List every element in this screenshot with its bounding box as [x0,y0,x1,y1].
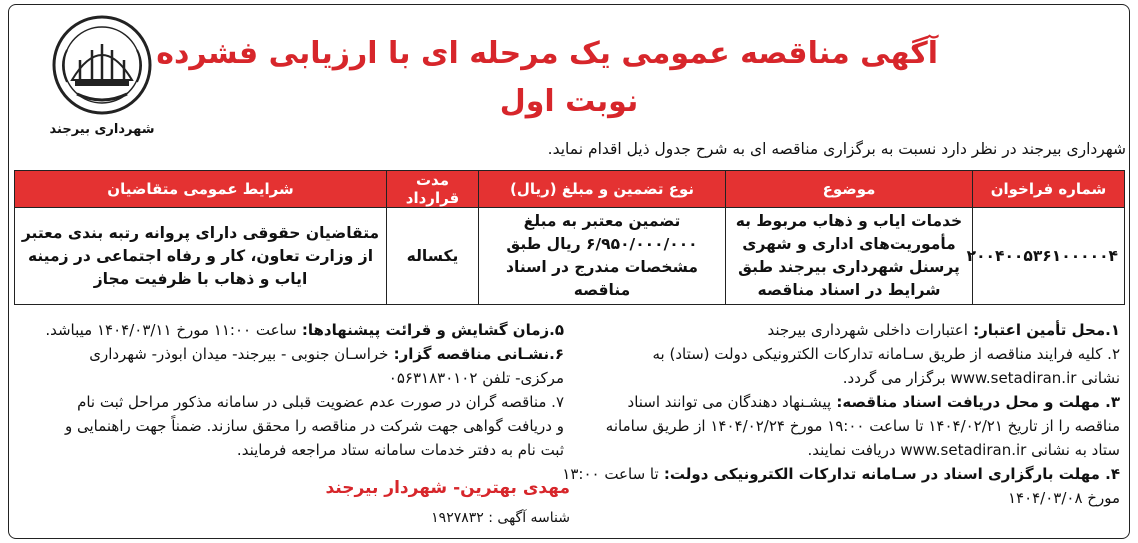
term-3-line-3: ستاد به نشانی www.setadiran.ir دریافت نمایند. [807,441,1120,459]
term-6-label: ۶.نشـانی مناقصه گزار: [388,345,564,363]
term-7-line-1: ۷. مناقصه گران در صورت عدم عضویت قبلی در سامانه مذکور مراحل ثبت نام [77,393,564,411]
term-4-line-2: مورخ ۱۴۰۴/۰۳/۰۸ [1007,489,1120,507]
terms-right-column [562,318,1120,510]
term-4 [562,462,1120,486]
term-1-label: ۱.محل تأمین اعتبار: [967,321,1120,339]
cell-conditions: متقاضیان حقوقی دارای پروانه رتبه بندی معتبر از وزارت تعاون، کار و رفاه اجتماعی در زمینه ایاب و ذهاب با ظرفیت مجاز [15,208,387,305]
ad-subtitle: نوبت اول [499,84,639,119]
municipality-logo [22,10,182,160]
cell-call-number: ۲۰۰۴۰۰۵۳۶۱۰۰۰۰۰۴ [973,208,1125,305]
intro-text: شهرداری بیرجند در نظر دارد نسبت به برگزاری مناقصه ای به شرح جدول ذیل اقدام نماید. [547,140,1126,158]
table-header-row [15,171,1125,208]
signature: مهدی بهترین- شهردار بیرجند [325,478,570,498]
term-4-line-1: تا ساعت ۱۳:۰۰ [562,465,659,483]
cell-guarantee: تضمین معتبر به مبلغ ۶/۹۵۰/۰۰۰/۰۰۰ ریال طبق مشخصات مندرج در اسناد مناقصه [479,208,726,305]
term-1-text: اعتبارات داخلی شهرداری بیرجند [767,321,968,339]
header-duration: مدت قرارداد [387,171,479,208]
term-6-line-2: مرکزی- تلفن ۰۵۶۳۱۸۳۰۱۰۲ [388,369,564,387]
logo-caption: شهرداری بیرجند [49,122,155,137]
term-2-line-1: ۲. کلیه فرایند مناقصه از طریق سـامانه تدارکات الکترونیکی دولت (ستاد) به [652,345,1120,363]
term-5-label: ۵.زمان گشایش و قرائت پیشنهادها: [296,321,564,339]
term-5 [14,318,564,342]
cell-duration: یکساله [387,208,479,305]
term-4-label: ۴. مهلت بارگزاری اسناد در سـامانه تدارکات الکترونیکی دولت: [658,465,1120,483]
header-conditions: شرایط عمومی متقاضیان [15,171,387,208]
ad-id: شناسه آگهی : ۱۹۲۷۸۳۲ [431,510,570,526]
term-5-text: ساعت ۱۱:۰۰ مورخ ۱۴۰۴/۰۳/۱۱ میباشد. [45,321,297,339]
term-7-line-3: ثبت نام به دفتر خدمات سامانه ستاد مراجعه فرمایند. [236,441,564,459]
term-1 [565,318,1120,342]
municipality-emblem-icon [47,10,157,120]
term-2-line-2: نشانی www.setadiran.ir برگزار می گردد. [842,369,1120,387]
cell-subject: خدمات ایاب و ذهاب مربوط به مأموریت‌های اداری و شهری پرسنل شهرداری بیرجند طبق شرایط در اسناد مناقصه [726,208,973,305]
tender-table [14,170,1125,305]
term-3-label: ۳. مهلت و محل دریافت اسناد مناقصه: [831,393,1120,411]
term-3-line-2: مناقصه را از تاریخ ۱۴۰۴/۰۲/۲۱ تا ساعت ۱۹:۰۰ مورخ ۱۴۰۴/۰۲/۲۴ از طریق سامانه [605,417,1120,435]
term-3 [565,390,1120,414]
header-call-number: شماره فراخوان [973,171,1125,208]
term-3-line-1: پیشـنهاد دهندگان می توانند اسناد [627,393,832,411]
term-6 [14,342,564,366]
term-7-line-2: و دریافت گواهی جهت شرکت در مناقصه را محقق سازند. ضمناً جهت راهنمایی و [64,417,564,435]
term-6-line-1: خراسـان جنوبی - بیرجند- میدان ابوذر- شهرداری [89,345,389,363]
ad-title: آگهی مناقصه عمومی یک مرحله ای با ارزیابی فشرده [156,36,938,71]
table-row [15,208,1125,305]
header-guarantee: نوع تضمین و مبلغ (ریال) [479,171,726,208]
header-subject: موضوع [726,171,973,208]
terms-left-column [14,318,564,462]
